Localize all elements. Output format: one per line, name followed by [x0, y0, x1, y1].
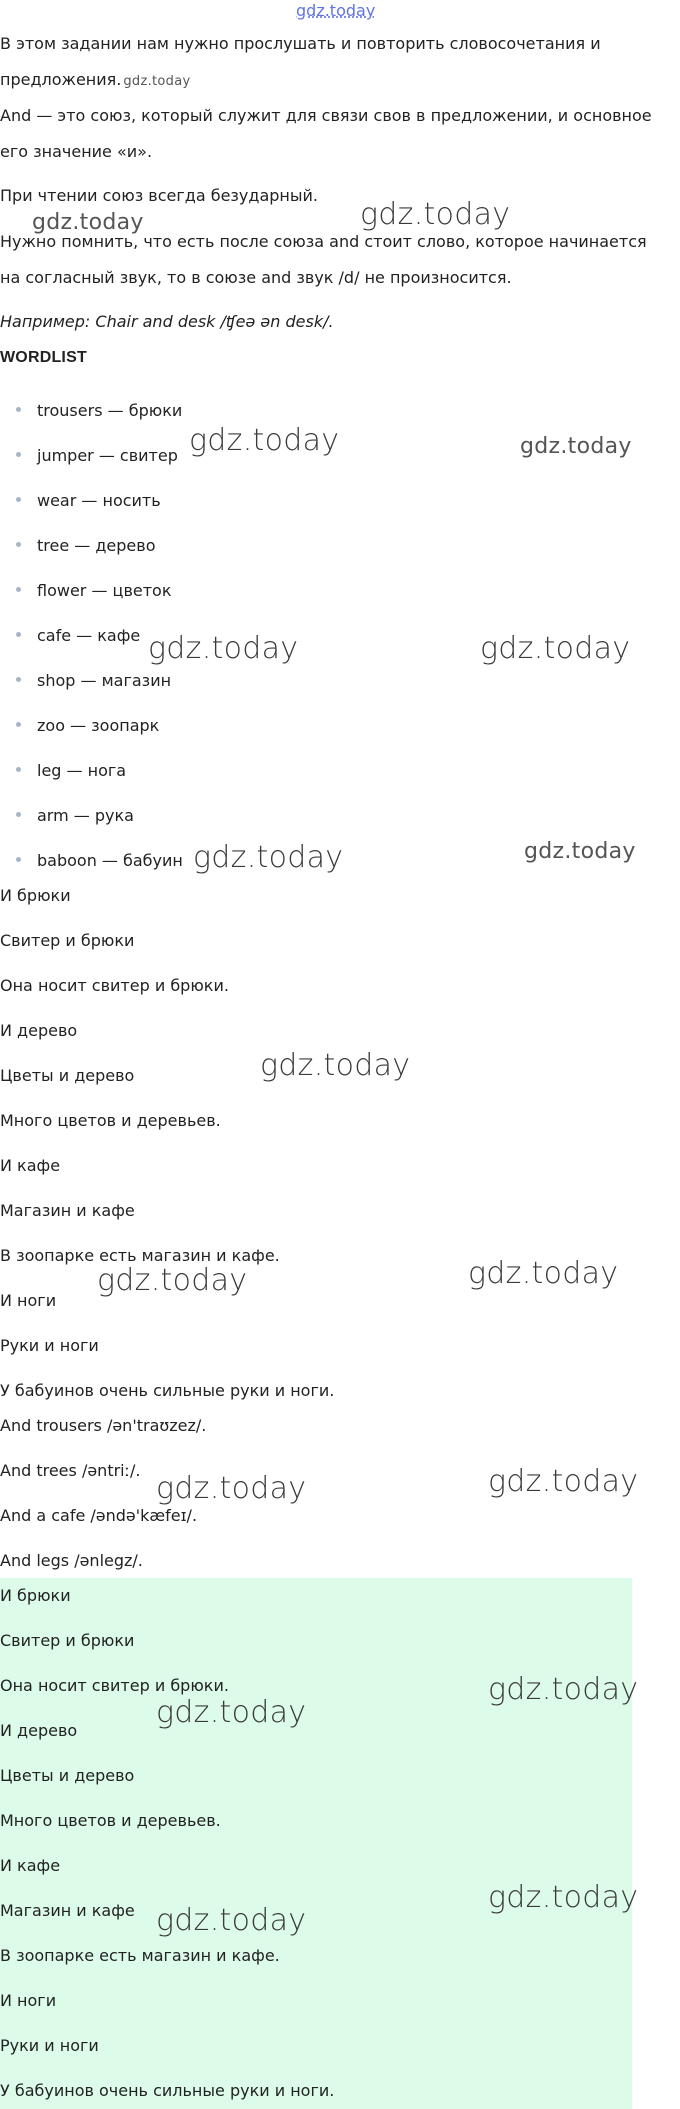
- watermark: gdz.today: [148, 631, 299, 666]
- watermark: gdz.today: [488, 1672, 639, 1707]
- wordlist-item-text: trousers — брюки: [37, 401, 183, 420]
- bullet-icon: [16, 767, 21, 772]
- translation-line: Магазин и кафе: [0, 1201, 135, 1220]
- answer-line: Цветы и дерево: [0, 1766, 135, 1785]
- answer-line: И дерево: [0, 1721, 78, 1740]
- wordlist-heading: WORDLIST: [0, 349, 87, 366]
- watermark: gdz.today: [156, 1695, 307, 1730]
- site-logo-link[interactable]: gdz.today: [296, 1, 376, 20]
- wordlist-item: [16, 625, 140, 647]
- answer-line: Свитер и брюки: [0, 1631, 135, 1650]
- translation-line: Свитер и брюки: [0, 931, 135, 950]
- wordlist-item-text: flower — цветок: [37, 581, 172, 600]
- transcription-line: And trees /əntriː/.: [0, 1461, 141, 1480]
- watermark: gdz.today: [524, 839, 636, 864]
- wordlist-item-text: leg — нога: [37, 761, 127, 780]
- transcription-line: And a cafe /əndə'kæfeɪ/.: [0, 1506, 198, 1525]
- translation-line: И кафе: [0, 1156, 61, 1175]
- wordlist-item-text: arm — рука: [37, 806, 134, 825]
- wordlist-item: [16, 715, 159, 737]
- bullet-icon: [16, 497, 21, 502]
- wordlist-item: [16, 400, 182, 422]
- wordlist-item-text: zoo — зоопарк: [37, 716, 160, 735]
- watermark: gdz.today: [189, 423, 340, 458]
- watermark: gdz.today: [193, 840, 344, 875]
- watermark: gdz.today: [488, 1880, 639, 1915]
- wordlist-item: [16, 580, 171, 602]
- translation-line: Цветы и дерево: [0, 1066, 135, 1085]
- translation-line: Руки и ноги: [0, 1336, 99, 1355]
- intro-paragraph-4: Нужно помнить, что есть после союза and стоит слово, которое начинается на согласный звук, то в союзе and звук /d/ не произносится.: [0, 232, 647, 287]
- translation-line: В зоопарке есть магазин и кафе.: [0, 1246, 280, 1265]
- watermark: gdz.today: [488, 1464, 639, 1499]
- wordlist-item-text: jumper — свитер: [37, 446, 178, 465]
- answer-block: [0, 1578, 632, 2109]
- watermark: gdz.today: [520, 434, 632, 459]
- wordlist-item-text: wear — носить: [37, 491, 161, 510]
- translation-line: И брюки: [0, 886, 71, 905]
- wordlist-item: [16, 535, 155, 557]
- watermark: gdz.today: [480, 631, 631, 666]
- wordlist-item-text: tree — дерево: [37, 536, 156, 555]
- watermark: gdz.today: [97, 1263, 248, 1298]
- wordlist-item: [16, 805, 134, 827]
- bullet-icon: [16, 812, 21, 817]
- answer-line: И брюки: [0, 1586, 71, 1605]
- watermark: gdz.today: [156, 1471, 307, 1506]
- intro-paragraph-1: [0, 26, 660, 98]
- answer-line: В зоопарке есть магазин и кафе.: [0, 1946, 280, 1965]
- watermark: gdz.today: [32, 210, 144, 235]
- wordlist-item-text: baboon — бабуин: [37, 851, 183, 870]
- translation-line: У бабуинов очень сильные руки и ноги.: [0, 1381, 335, 1400]
- answer-line: И кафе: [0, 1856, 61, 1875]
- wordlist-item-text: cafe — кафе: [37, 626, 141, 645]
- wordlist-item: [16, 445, 178, 467]
- bullet-icon: [16, 407, 21, 412]
- watermark: gdz.today: [360, 197, 511, 232]
- intro-paragraph-1-text: В этом задании нам нужно прослушать и повторить словосочетания и предложения.: [0, 34, 601, 89]
- wordlist-item-text: shop — магазин: [37, 671, 172, 690]
- watermark: gdz.today: [123, 74, 191, 89]
- intro-paragraph-2: And — это союз, который служит для связи свов в предложении, и основное его значение «и».: [0, 106, 652, 161]
- answer-line: Она носит свитер и брюки.: [0, 1676, 229, 1695]
- translation-line: И ноги: [0, 1291, 57, 1310]
- wordlist-item: [16, 850, 183, 872]
- bullet-icon: [16, 587, 21, 592]
- wordlist-item: [16, 760, 126, 782]
- answer-line: Магазин и кафе: [0, 1901, 135, 1920]
- bullet-icon: [16, 677, 21, 682]
- bullet-icon: [16, 857, 21, 862]
- bullet-icon: [16, 452, 21, 457]
- example-sentence: Например: Chair and desk /ʧeə ən desk/.: [0, 312, 334, 331]
- answer-line: У бабуинов очень сильные руки и ноги.: [0, 2081, 335, 2100]
- answer-line: Много цветов и деревьев.: [0, 1811, 221, 1830]
- translation-line: Много цветов и деревьев.: [0, 1111, 221, 1130]
- translation-line: И дерево: [0, 1021, 78, 1040]
- watermark: gdz.today: [260, 1048, 411, 1083]
- answer-line: И ноги: [0, 1991, 57, 2010]
- transcription-line: And trousers /ən'traʊzez/.: [0, 1416, 207, 1435]
- watermark: gdz.today: [156, 1903, 307, 1938]
- wordlist-item: [16, 670, 171, 692]
- transcription-line: And legs /ənlegz/.: [0, 1551, 143, 1570]
- bullet-icon: [16, 722, 21, 727]
- bullet-icon: [16, 542, 21, 547]
- answer-line: Руки и ноги: [0, 2036, 99, 2055]
- wordlist-item: [16, 490, 161, 512]
- bullet-icon: [16, 632, 21, 637]
- translation-line: Она носит свитер и брюки.: [0, 976, 229, 995]
- watermark: gdz.today: [468, 1256, 619, 1291]
- intro-paragraph-3: При чтении союз всегда безударный.: [0, 186, 318, 205]
